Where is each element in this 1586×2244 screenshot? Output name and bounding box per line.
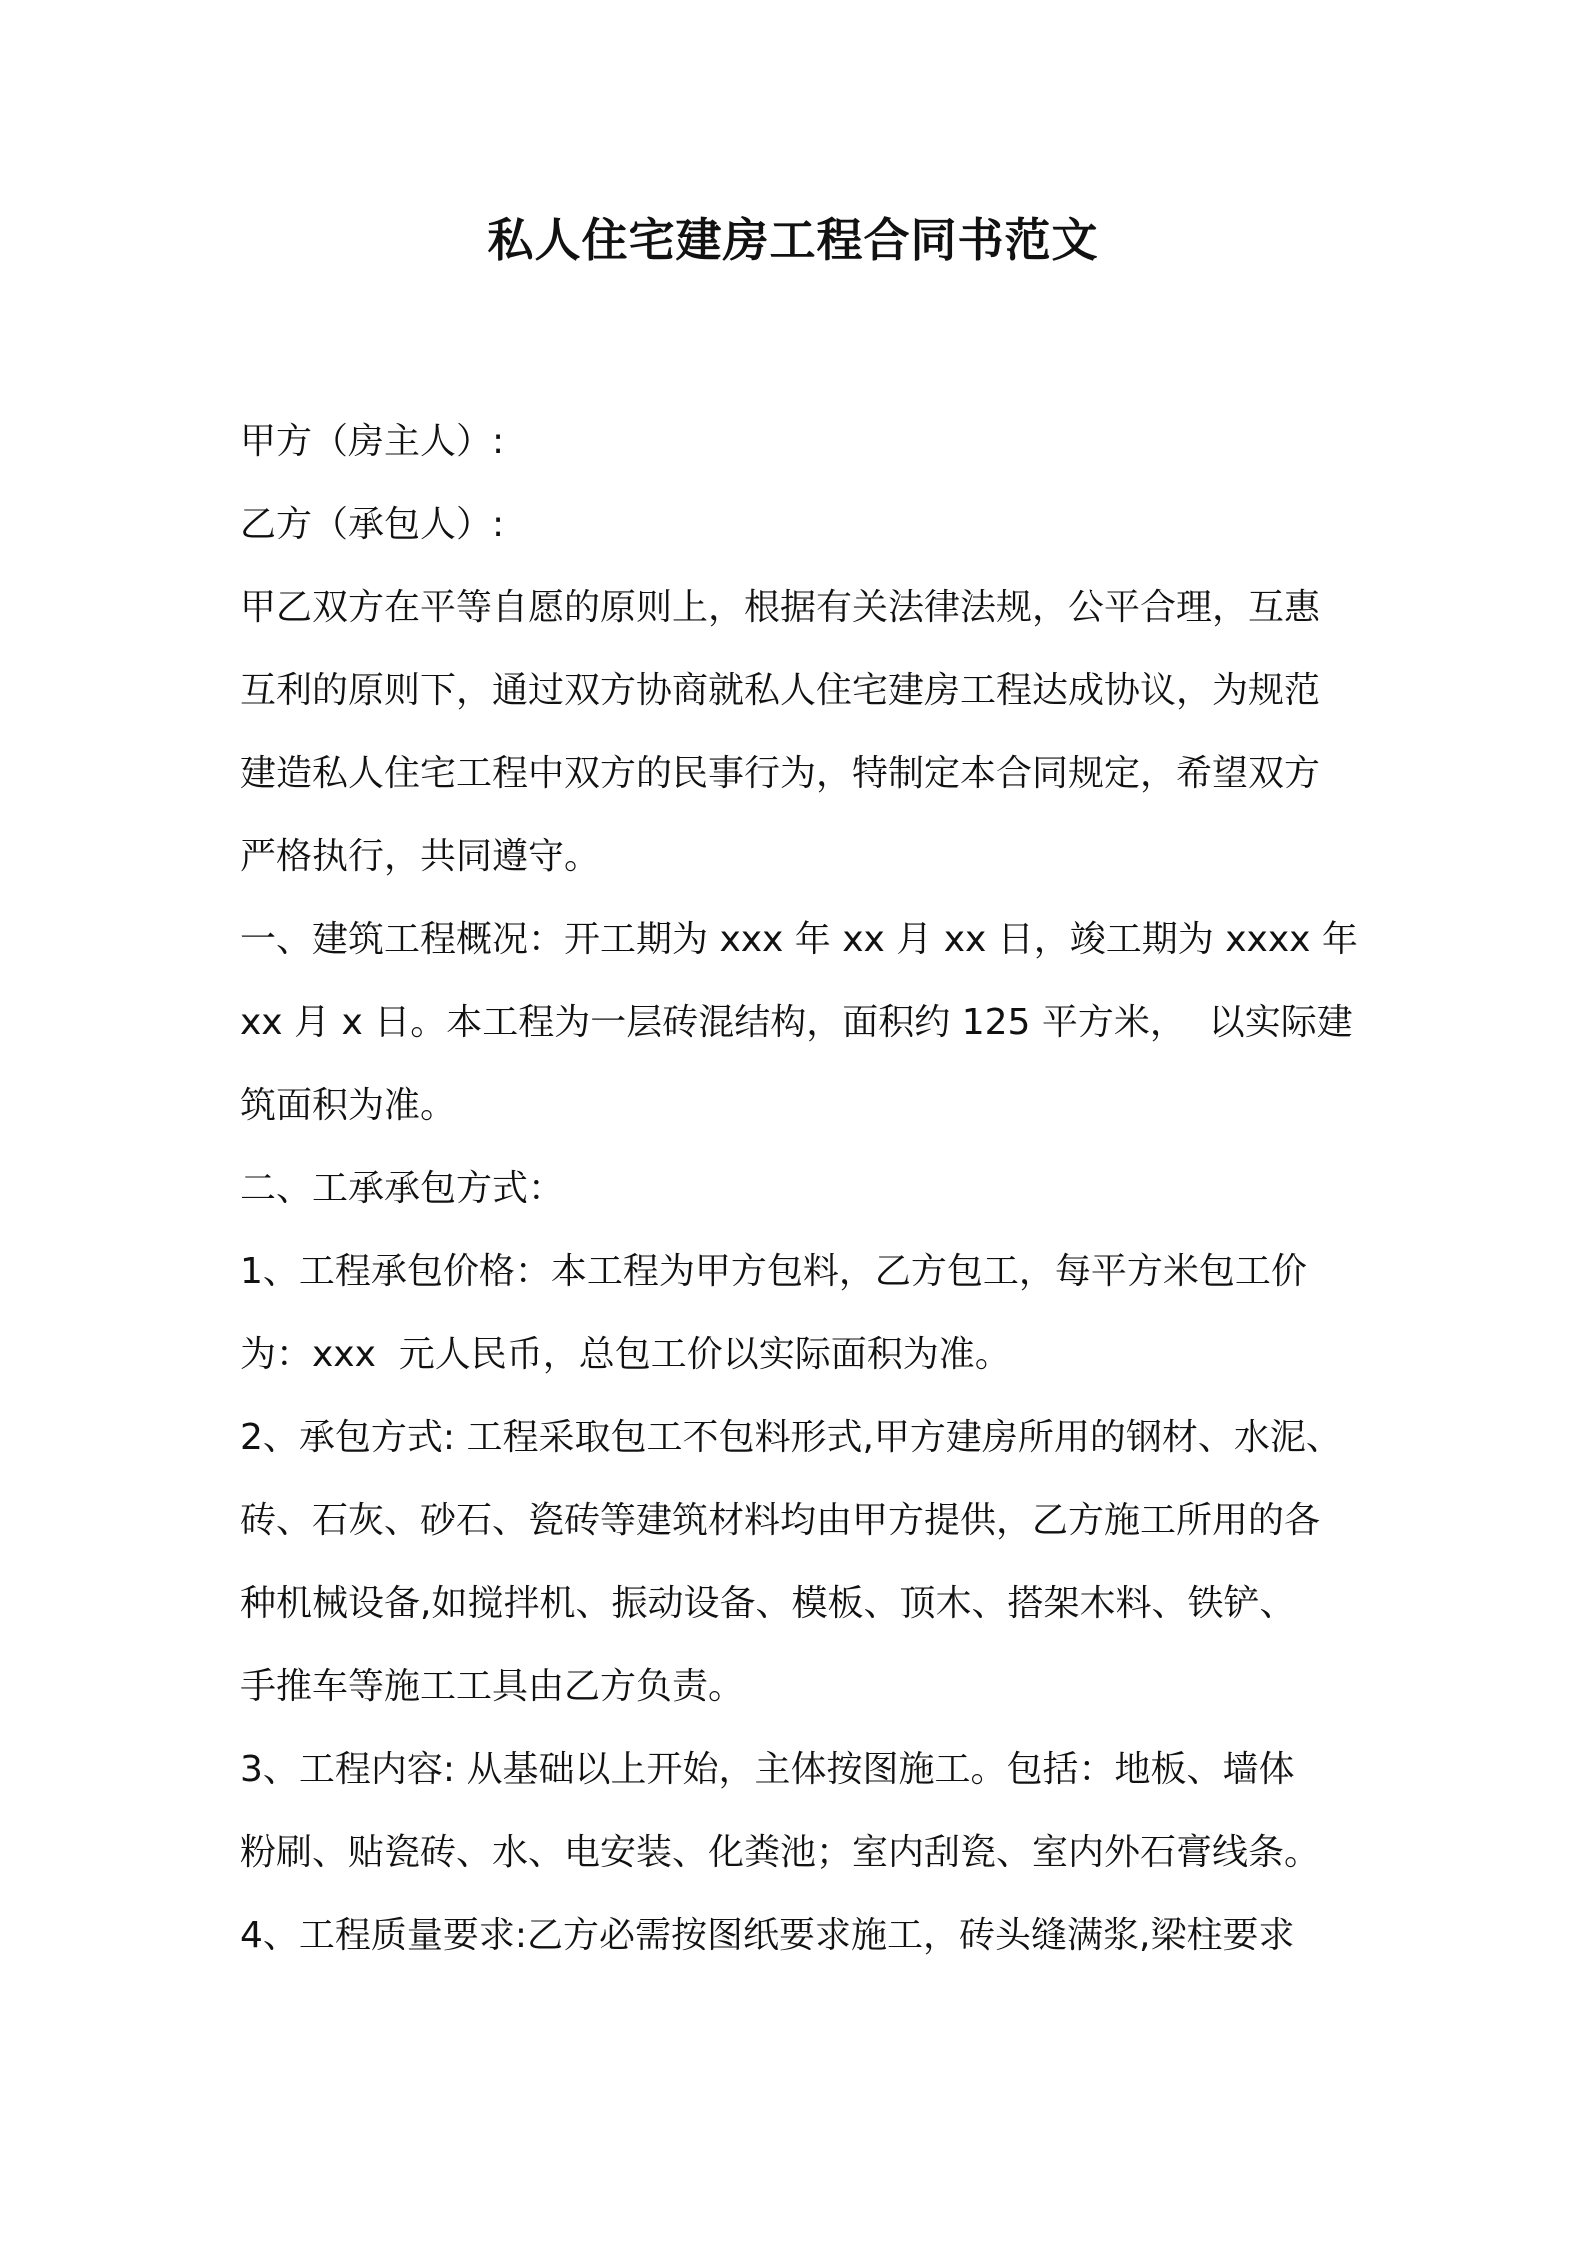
section-two-heading: 二、工承承包方式： <box>240 1168 565 1209</box>
preamble-line: 甲乙双方在平等自愿的原则上，根据有关法律法规，公平合理，互惠 <box>240 587 1321 628</box>
clause-2-line: 2、承包方式: 工程采取包工不包料形式,甲方建房所用的钢材、水泥、 <box>240 1417 1342 1458</box>
clause-1-line: 1、工程承包价格：本工程为甲方包料，乙方包工，每平方米包工价 <box>240 1251 1307 1292</box>
section-one-line: 筑面积为准。 <box>240 1085 457 1126</box>
clause-3-line: 3、工程内容: 从基础以上开始，主体按图施工。包括：地板、墙体 <box>240 1749 1295 1790</box>
clause-3-line: 粉刷、贴瓷砖、水、电安装、化粪池；室内刮瓷、室内外石膏线条。 <box>240 1832 1321 1873</box>
document-title: 私人住宅建房工程合同书范文 <box>487 213 1099 267</box>
section-one-line: 一、建筑工程概况：开工期为 xxx 年 xx 月 xx 日，竣工期为 xxxx 年 <box>240 919 1358 960</box>
clause-2-line: 砖、石灰、砂石、瓷砖等建筑材料均由甲方提供，乙方施工所用的各 <box>240 1500 1321 1541</box>
preamble-line: 互利的原则下，通过双方协商就私人住宅建房工程达成协议，为规范 <box>240 670 1321 711</box>
clause-2-line: 种机械设备,如搅拌机、振动设备、模板、顶木、搭架木料、铁铲、 <box>240 1583 1296 1624</box>
document-body <box>240 400 1360 1977</box>
party-b-line: 乙方（承包人）: <box>240 504 505 545</box>
section-one-line: xx 月 x 日。本工程为一层砖混结构，面积约 125 平方米， 以实际建 <box>240 1002 1353 1043</box>
preamble-line: 严格执行，共同遵守。 <box>240 836 601 877</box>
clause-4-line: 4、工程质量要求:乙方必需按图纸要求施工，砖头缝满浆,梁柱要求 <box>240 1915 1295 1956</box>
clause-2-line: 手推车等施工工具由乙方负责。 <box>240 1666 745 1707</box>
clause-1-line: 为：xxx 元人民币，总包工价以实际面积为准。 <box>240 1334 1011 1375</box>
party-a-line: 甲方（房主人）: <box>240 421 505 462</box>
preamble-line: 建造私人住宅工程中双方的民事行为，特制定本合同规定，希望双方 <box>240 753 1321 794</box>
